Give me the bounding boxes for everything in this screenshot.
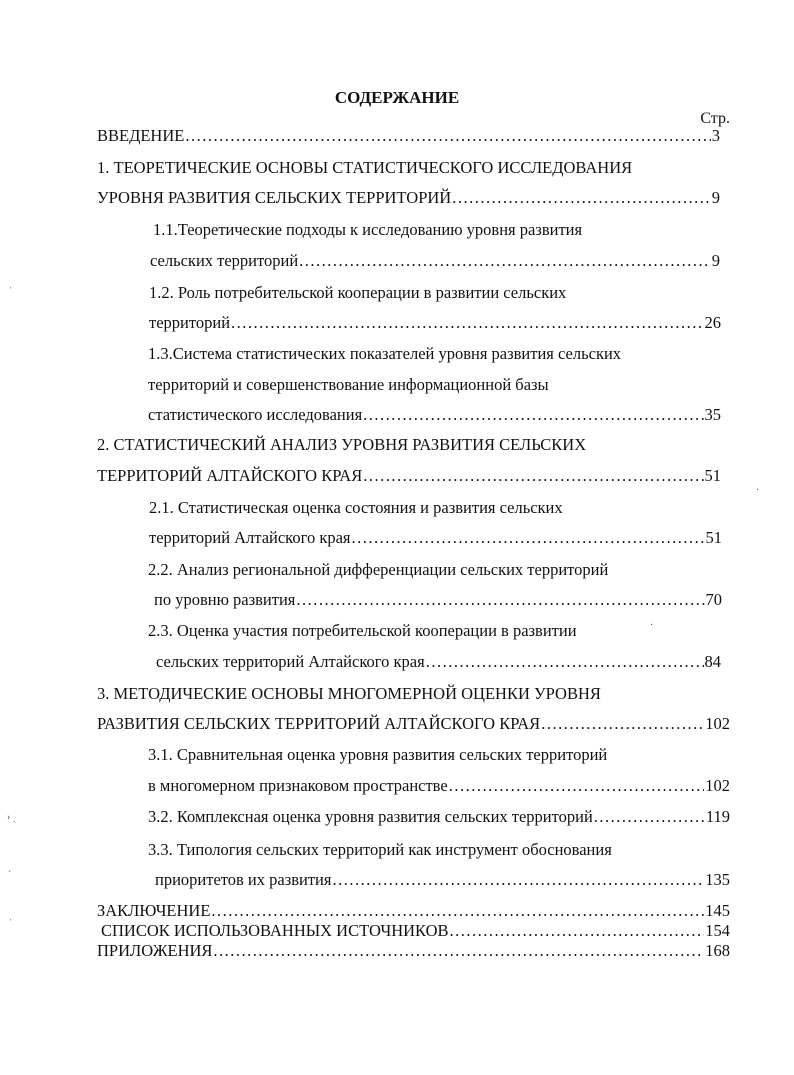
- toc-chapter-2-line1: 2. СТАТИСТИЧЕСКИЙ АНАЛИЗ УРОВНЯ РАЗВИТИЯ СЕЛЬСКИХ: [97, 435, 587, 454]
- toc-entry-text: сельских территорий Алтайского края: [156, 652, 425, 671]
- toc-entry-text: РАЗВИТИЯ СЕЛЬСКИХ ТЕРРИТОРИЙ АЛТАЙСКОГО КРАЯ: [97, 714, 541, 733]
- toc-section-3-3-line1: 3.3. Типология сельских территорий как инструмент обоснования: [148, 840, 612, 859]
- toc-entry-conclusion[interactable]: [97, 901, 730, 921]
- toc-leader-dots: [231, 313, 703, 333]
- toc-section-2-1-line1: 2.1. Статистическая оценка состояния и развития сельских: [149, 498, 563, 517]
- scan-speck: ·: [756, 485, 760, 496]
- toc-entry-page: 154: [705, 921, 730, 940]
- toc-entry-section-1-2[interactable]: [149, 313, 721, 333]
- toc-entry-page: 9: [711, 188, 720, 207]
- toc-entry-page: 51: [705, 528, 722, 547]
- toc-entry-text: ТЕРРИТОРИЙ АЛТАЙСКОГО КРАЯ: [97, 466, 363, 485]
- toc-entry-page: 145: [705, 901, 730, 920]
- toc-leader-dots: [352, 528, 705, 548]
- toc-entry-page: 26: [704, 313, 721, 332]
- toc-entry-page: 35: [704, 405, 721, 424]
- toc-entry-text: ВВЕДЕНИЕ: [97, 126, 185, 145]
- toc-leader-dots: [185, 126, 710, 146]
- toc-section-1-2-line1: 1.2. Роль потребительской кооперации в развитии сельских: [149, 283, 567, 302]
- scan-speck: ·: [650, 620, 654, 631]
- toc-leader-dots: [449, 776, 705, 796]
- toc-leader-dots: [450, 921, 705, 941]
- toc-entry-page: 70: [705, 590, 722, 609]
- toc-entry-page: 84: [704, 652, 721, 671]
- toc-entry-text: УРОВНЯ РАЗВИТИЯ СЕЛЬСКИХ ТЕРРИТОРИЙ: [97, 188, 452, 207]
- toc-entry-text: статистического исследования: [148, 405, 363, 424]
- page-column-label: Стр.: [700, 110, 730, 127]
- toc-entry-text: ПРИЛОЖЕНИЯ: [97, 941, 213, 960]
- toc-entry-text: территорий Алтайского края: [149, 528, 351, 547]
- toc-entry-page: 3: [711, 126, 720, 145]
- toc-section-1-3-line2: территорий и совершенствование информационной базы: [148, 375, 549, 394]
- toc-chapter-3-line1: 3. МЕТОДИЧЕСКИЕ ОСНОВЫ МНОГОМЕРНОЙ ОЦЕНКИ УРОВНЯ: [97, 684, 601, 703]
- toc-entry-section-3-1[interactable]: [148, 776, 730, 796]
- toc-entry-text: по уровню развития: [154, 590, 296, 609]
- scan-speck: ˌ: [9, 278, 13, 289]
- toc-section-2-2-line1: 2.2. Анализ региональной дифференциации сельских территорий: [148, 560, 609, 579]
- toc-entry-text: территорий: [149, 313, 231, 332]
- toc-leader-dots: [452, 188, 711, 208]
- toc-entry-section-2-2[interactable]: [154, 590, 722, 610]
- toc-entry-section-3-3[interactable]: [155, 870, 730, 890]
- toc-entry-page: 168: [705, 941, 730, 960]
- toc-entry-chapter-2[interactable]: [97, 466, 721, 486]
- toc-entry-section-3-2[interactable]: [148, 807, 730, 827]
- toc-entry-text: приоритетов их развития: [155, 870, 332, 889]
- toc-leader-dots: [213, 941, 704, 961]
- scan-speck: ˊ: [8, 870, 12, 881]
- toc-leader-dots: [211, 901, 704, 921]
- toc-entry-page: 102: [705, 776, 730, 795]
- toc-chapter-1-line1: 1. ТЕОРЕТИЧЕСКИЕ ОСНОВЫ СТАТИСТИЧЕСКОГО ИССЛЕДОВАНИЯ: [97, 158, 633, 177]
- page-title: СОДЕРЖАНИЕ: [334, 88, 460, 107]
- toc-entry-page: 51: [704, 466, 721, 485]
- toc-leader-dots: [363, 466, 703, 486]
- toc-entry-page: 102: [705, 714, 730, 733]
- scan-speck: ˌ: [9, 910, 13, 921]
- toc-entry-appendices[interactable]: [97, 941, 730, 961]
- toc-entry-text: 3.2. Комплексная оценка уровня развития сельских территорий: [148, 807, 593, 826]
- toc-entry-chapter-3[interactable]: [97, 714, 730, 734]
- toc-entry-references[interactable]: [101, 921, 730, 941]
- toc-entry-page: 9: [711, 251, 720, 270]
- toc-entry-section-2-1[interactable]: [149, 528, 722, 548]
- toc-section-1-3-line1: 1.3.Система статистических показателей уровня развития сельских: [148, 344, 622, 363]
- toc-section-1-1-line1: 1.1.Теоретические подходы к исследованию уровня развития: [153, 220, 583, 239]
- toc-leader-dots: [332, 870, 704, 890]
- toc-leader-dots: [541, 714, 704, 734]
- toc-entry-page: 135: [705, 870, 730, 889]
- toc-leader-dots: [594, 807, 705, 827]
- toc-entry-text: ЗАКЛЮЧЕНИЕ: [97, 901, 211, 920]
- toc-entry-page: 119: [705, 807, 730, 826]
- toc-entry-text: сельских территорий: [150, 251, 299, 270]
- toc-leader-dots: [299, 251, 711, 271]
- toc-entry-section-1-3[interactable]: [148, 405, 721, 425]
- toc-leader-dots: [363, 405, 703, 425]
- toc-entry-introduction[interactable]: [97, 126, 720, 146]
- toc-entry-text: СПИСОК ИСПОЛЬЗОВАННЫХ ИСТОЧНИКОВ: [101, 921, 449, 940]
- scan-speck: › ˎ: [7, 812, 17, 823]
- toc-entry-section-2-3[interactable]: [156, 652, 721, 672]
- toc-entry-section-1-1[interactable]: [150, 251, 720, 271]
- toc-section-2-3-line1: 2.3. Оценка участия потребительской кооперации в развитии: [148, 621, 577, 640]
- toc-entry-text: в многомерном признаковом пространстве: [148, 776, 448, 795]
- toc-leader-dots: [426, 652, 704, 672]
- toc-section-3-1-line1: 3.1. Сравнительная оценка уровня развития сельских территорий: [148, 745, 608, 764]
- toc-leader-dots: [296, 590, 704, 610]
- toc-entry-chapter-1[interactable]: [97, 188, 720, 208]
